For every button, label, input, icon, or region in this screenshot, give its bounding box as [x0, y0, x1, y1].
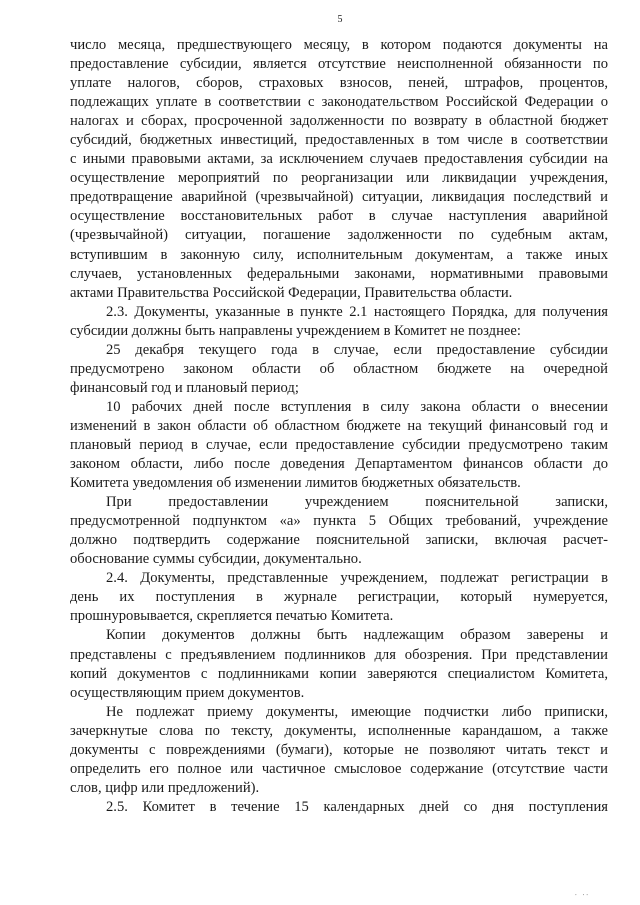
text-line: осуществление мероприятий по реорганизации или ликвидации учреждения, — [70, 170, 608, 187]
text-line: 2.4. Документы, представленные учреждением, подлежат регистрации в — [106, 570, 608, 587]
text-line: предусмотренной подпунктом «а» пункта 5 Общих требований, учреждение — [70, 513, 608, 530]
text-line: случаев, установленных федеральными законами, нормативными правовыми — [70, 265, 608, 282]
text-line: осуществление восстановительных работ в случае наступления аварийной — [70, 208, 608, 225]
text-line: прошнуровывается, скрепляется печатью Комитета. — [70, 608, 394, 625]
text-line: предусмотрено законом области об областном бюджете на очередной — [70, 360, 608, 377]
text-line: определить его полное или частичное смысловое содержание (отсутствие части — [70, 760, 608, 777]
text-line: 25 декабря текущего года в случае, если предоставление субсидии — [106, 341, 608, 358]
text-line: налогах и сборах, просроченной задолженности по возврату в областной бюджет — [70, 113, 608, 130]
text-line: финансовый год и плановый период; — [70, 379, 299, 396]
text-line: изменений в закон области об областном бюджете на текущий финансовый год и — [70, 417, 608, 434]
corner-mark: ∙ ∙∙ — [575, 891, 590, 899]
text-line: число месяца, предшествующего месяцу, в котором подаются документы на — [70, 37, 608, 53]
paragraph — [70, 303, 608, 341]
text-line: уплате налогов, сборов, страховых взносов, пеней, штрафов, процентов, — [70, 75, 608, 92]
paragraph — [70, 703, 608, 798]
text-line: осуществляющим прием документов. — [70, 684, 305, 701]
text-line: предотвращение аварийной (чрезвычайной) ситуации, ликвидация последствий и — [70, 189, 608, 206]
text-line: субсидии должны быть направлены учреждением в Комитет не позднее: — [70, 322, 521, 339]
text-line: копий документов с подлинниками копии заверяются специалистом Комитета, — [70, 665, 608, 682]
text-line: зачеркнутые слова по тексту, документы, исполненные карандашом, а также — [70, 722, 608, 739]
text-line: 2.3. Документы, указанные в пункте 2.1 настоящего Порядка, для получения — [106, 303, 608, 320]
text-line: актами Правительства Российской Федерации, Правительства области. — [70, 284, 513, 301]
text-line: день их поступления в журнале регистрации, который нумеруется, — [70, 589, 608, 606]
paragraph — [70, 626, 608, 702]
text-line: законом области, либо после доведения Департаментом финансов области до — [70, 456, 608, 473]
text-line: документы с повреждениями (бумаги), которые не позволяют читать текст и — [70, 741, 608, 758]
page-number: 5 — [337, 14, 343, 25]
text-line: с иными правовыми актами, за исключением случаев предоставления субсидии на — [70, 151, 608, 168]
paragraph — [70, 36, 608, 303]
paragraph — [70, 398, 608, 493]
paragraph — [70, 798, 608, 817]
text-line: 2.5. Комитет в течение 15 календарных дней со дня поступления — [106, 798, 608, 815]
text-line: предоставление субсидии, является отсутствие неисполненной обязанности по — [70, 56, 608, 73]
text-line: слов, цифр или предложений). — [70, 779, 260, 796]
text-line: При предоставлении учреждением пояснительной записки, — [106, 494, 608, 511]
text-line: представлены с предъявлением подлинников для обозрения. При представлении — [70, 646, 608, 663]
text-line: Копии документов должны быть надлежащим образом заверены и — [106, 627, 608, 644]
text-line: Не подлежат приему документы, имеющие подчистки либо приписки, — [106, 703, 608, 720]
text-line: 10 рабочих дней после вступления в силу закона области о внесении — [106, 398, 608, 415]
text-line: Комитета уведомления об изменении лимитов бюджетных обязательств. — [70, 475, 521, 492]
text-line: (чрезвычайной) ситуации, погашение задолженности по судебным актам, — [70, 227, 608, 244]
document-body — [70, 36, 608, 817]
text-line: плановый период в случае, если предоставление субсидии предусмотрено таким — [70, 436, 608, 453]
paragraph — [70, 493, 608, 569]
text-line: подлежащих уплате в соответствии с законодательством Российской Федерации о — [70, 94, 608, 111]
text-line: субсидий, бюджетных инвестиций, предоставленных в том числе в соответствии — [70, 132, 608, 149]
paragraph — [70, 569, 608, 626]
text-line: вступившим в законную силу, исполнительным документам, а также иных — [70, 246, 608, 263]
paragraph — [70, 341, 608, 398]
text-line: должно подтвердить содержание пояснительной записки, включая расчет- — [70, 532, 608, 549]
text-line: обоснование суммы субсидии, документально. — [70, 551, 362, 568]
